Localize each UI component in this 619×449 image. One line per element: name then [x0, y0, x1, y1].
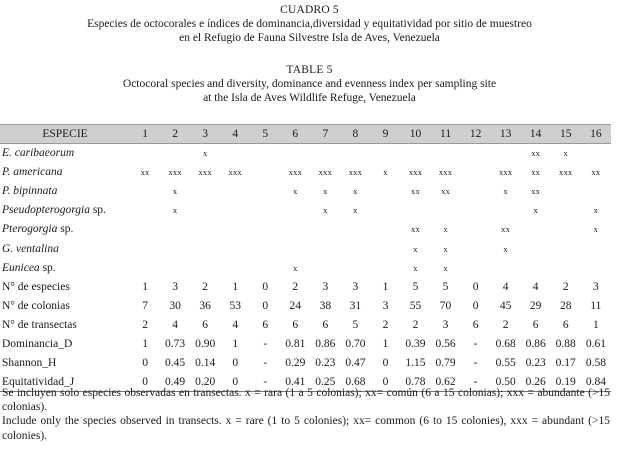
header-site-8: 8	[340, 125, 370, 144]
stat-cell: 7	[142, 299, 148, 312]
abundance-cell: xxx	[348, 167, 363, 178]
species-name-italic: Pterogorgia	[2, 223, 58, 236]
stat-cell: 0.84	[581, 373, 611, 392]
stat-cell: 0.45	[165, 357, 186, 370]
stat-cell: 1	[142, 337, 148, 350]
species-name-italic: Eunicea	[2, 261, 40, 274]
abundance-cell	[220, 201, 250, 220]
header-site-1: 1	[130, 125, 160, 144]
stat-cell: 1	[382, 280, 389, 293]
stat-cell: 0	[130, 373, 160, 392]
stat-cell: 6	[562, 318, 569, 331]
abundance-cell	[220, 182, 250, 201]
species-row	[0, 201, 611, 220]
stat-name: N° de especies	[2, 280, 70, 293]
stat-cell: 2	[292, 280, 299, 293]
abundance-cell	[250, 201, 280, 220]
stat-cell: 0.78	[400, 373, 430, 392]
abundance-cell: x	[593, 205, 599, 216]
abundance-cell	[461, 220, 491, 239]
stat-cell: 0.56	[435, 337, 456, 350]
species-name	[0, 144, 130, 163]
abundance-cell	[370, 239, 400, 258]
stat-cell: 4	[532, 280, 539, 293]
stat-cell: 0.70	[345, 337, 366, 350]
stat-name: N° de colonias	[2, 299, 70, 312]
note-spanish: Se incluyen solo especies observadas en transectas. x = rara (1 a 5 colonias); xx= común (6 a 15 colonias); xxx = abundante (>15 colonias).	[2, 387, 610, 414]
abundance-cell	[280, 144, 310, 163]
table-notes	[2, 386, 610, 443]
stat-name: Dominancia_D	[2, 337, 73, 350]
abundance-cell	[280, 239, 310, 258]
stat-name: Shannon_H	[2, 357, 57, 370]
abundance-cell: x	[413, 243, 418, 254]
species-name	[0, 163, 130, 182]
abundance-cell	[160, 144, 190, 163]
stat-cell: 0.26	[521, 373, 551, 392]
stat-cell: 3	[352, 280, 359, 293]
abundance-cell	[340, 258, 370, 277]
abundance-cell: xx	[140, 167, 150, 178]
abundance-cell: xxx	[559, 167, 573, 178]
abundance-cell: x	[323, 205, 328, 216]
abundance-cell: x	[353, 186, 358, 197]
stat-cell: 30	[169, 299, 181, 312]
abundance-cell	[370, 144, 400, 163]
stat-row	[0, 277, 611, 296]
abundance-cell: x	[293, 262, 298, 273]
species-row	[0, 239, 611, 258]
stat-cell: 2	[382, 318, 389, 331]
abundance-cell	[310, 144, 340, 163]
stat-cell: 0.17	[555, 357, 576, 370]
stat-cell: -	[473, 337, 478, 350]
header-site-12: 12	[461, 125, 491, 144]
stat-cell: 0	[370, 373, 400, 392]
stat-cell: 2	[202, 280, 209, 293]
stat-cell: 53	[229, 299, 241, 312]
abundance-cell: xx	[531, 148, 541, 159]
abundance-cell	[551, 239, 581, 258]
header-site-14: 14	[521, 125, 551, 144]
stat-cell: 0.14	[195, 357, 216, 370]
abundance-cell	[130, 239, 160, 258]
stat-cell: 0	[262, 299, 269, 312]
stat-cell: 0	[382, 357, 389, 370]
abundance-cell	[521, 239, 551, 258]
octocoral-table	[0, 124, 611, 392]
abundance-cell	[310, 220, 340, 239]
abundance-cell: xxx	[498, 167, 513, 178]
stat-cell: 55	[409, 299, 422, 312]
stat-cell: 3	[322, 280, 329, 293]
abundance-cell	[461, 182, 491, 201]
abundance-cell	[250, 182, 280, 201]
abundance-cell	[220, 258, 250, 277]
stat-cell: 5	[442, 280, 449, 293]
abundance-cell: x	[323, 186, 328, 197]
species-row	[0, 258, 611, 277]
stat-cell: 5	[412, 280, 419, 293]
stat-cell: 0.47	[345, 357, 366, 370]
stat-cell: 0.88	[555, 337, 576, 350]
abundance-cell	[160, 220, 190, 239]
stat-cell: 0.79	[435, 357, 456, 370]
stat-row	[0, 334, 611, 353]
stat-cell: 0.25	[310, 373, 340, 392]
stat-cell: 6	[292, 318, 299, 331]
species-name	[0, 182, 130, 201]
caption-english	[0, 63, 619, 105]
stat-cell: 0.29	[285, 357, 306, 370]
abundance-cell: xxx	[318, 167, 333, 178]
abundance-cell	[250, 163, 280, 182]
abundance-cell	[250, 220, 280, 239]
abundance-cell	[431, 144, 461, 163]
stat-cell: 0.86	[315, 337, 336, 350]
abundance-cell: x	[443, 224, 448, 235]
species-row	[0, 144, 611, 163]
abundance-cell: xx	[441, 186, 450, 197]
header-site-4: 4	[220, 125, 250, 144]
abundance-cell: xx	[411, 186, 420, 197]
stat-cell: 4	[172, 318, 178, 331]
stat-cell: 0	[232, 357, 239, 370]
stat-cell: 0	[142, 357, 148, 370]
stat-cell: 38	[319, 299, 332, 312]
abundance-cell	[370, 182, 400, 201]
species-name-suffix: sp.	[57, 223, 74, 236]
header-especie: ESPECIE	[0, 125, 130, 144]
abundance-cell	[340, 144, 370, 163]
stat-cell: 31	[349, 299, 362, 312]
stat-cell: 36	[199, 299, 211, 312]
stat-cell: 0	[472, 280, 479, 293]
stat-cell: 0.49	[160, 373, 190, 392]
stat-cell: 0.73	[165, 337, 186, 350]
abundance-cell: x	[443, 262, 448, 273]
species-name	[0, 239, 130, 258]
stat-cell: -	[250, 373, 280, 392]
caption-spanish-line-2: en el Refugio de Fauna Silvestre Isla de Aves, Venezuela	[179, 32, 440, 44]
stat-cell: 0.55	[495, 357, 516, 370]
abundance-cell	[581, 239, 611, 258]
stat-cell: 0.41	[280, 373, 310, 392]
abundance-cell	[130, 182, 160, 201]
stat-cell: -	[461, 373, 491, 392]
stat-cell: 1	[232, 337, 239, 350]
abundance-cell	[220, 239, 250, 258]
species-row	[0, 182, 611, 201]
stat-cell: 2	[412, 318, 419, 331]
stat-cell: 0.39	[405, 337, 426, 350]
abundance-cell	[190, 182, 220, 201]
abundance-cell	[280, 201, 310, 220]
abundance-cell	[370, 220, 400, 239]
caption-english-line-1: Octocoral species and diversity, dominance and evenness index per sampling site	[122, 78, 497, 90]
abundance-cell	[461, 201, 491, 220]
species-name	[0, 201, 130, 220]
stat-cell: 6	[322, 318, 329, 331]
abundance-cell: x	[202, 148, 208, 159]
abundance-cell	[160, 239, 190, 258]
species-name-suffix: sp.	[39, 261, 56, 274]
abundance-cell: x	[533, 205, 538, 216]
stat-cell: 6	[532, 318, 539, 331]
abundance-cell: xx	[501, 224, 511, 235]
abundance-cell	[340, 239, 370, 258]
stat-cell: 0.50	[491, 373, 521, 392]
caption-spanish-line-1: Especies de octocorales e índices de dominancia,diversidad y equitatividad por sitio de muestreo	[87, 18, 532, 30]
species-name-suffix: sp.	[89, 204, 106, 217]
abundance-cell	[190, 239, 220, 258]
abundance-cell	[250, 258, 280, 277]
header-site-15: 15	[551, 125, 581, 144]
stat-cell: 3	[593, 280, 599, 293]
stat-cell: 3	[382, 299, 389, 312]
abundance-cell	[160, 258, 190, 277]
stat-cell: 0.68	[495, 337, 516, 350]
abundance-cell	[461, 239, 491, 258]
stat-name: N° de transectas	[2, 318, 77, 331]
abundance-cell	[491, 258, 521, 277]
stat-cell: 3	[442, 318, 449, 331]
abundance-cell: xxx	[228, 167, 242, 178]
species-name	[0, 220, 130, 239]
stat-cell: 0.86	[525, 337, 546, 350]
header-site-5: 5	[250, 125, 280, 144]
stat-cell: 0.19	[551, 373, 581, 392]
header-site-9: 9	[370, 125, 400, 144]
species-name-italic: G. ventalina	[2, 242, 59, 255]
stat-cell: 2	[502, 318, 509, 331]
stat-cell: 3	[172, 280, 178, 293]
stat-cell: 1	[232, 280, 239, 293]
stat-cell: 0.20	[190, 373, 220, 392]
species-name	[0, 258, 130, 277]
abundance-cell	[190, 201, 220, 220]
stat-cell: 29	[529, 299, 542, 312]
abundance-cell	[581, 144, 611, 163]
abundance-cell	[581, 258, 611, 277]
abundance-cell: x	[443, 243, 448, 254]
header-site-13: 13	[491, 125, 521, 144]
stat-cell: 0.61	[585, 337, 606, 350]
abundance-cell	[280, 220, 310, 239]
abundance-cell: x	[413, 262, 418, 273]
stat-cell: 0.62	[431, 373, 461, 392]
stat-cell: 0	[262, 280, 269, 293]
abundance-cell	[250, 239, 280, 258]
species-name-italic: P. americana	[2, 166, 63, 179]
abundance-cell: xxx	[198, 167, 212, 178]
caption-english-line-2: at the Isla de Aves Wildlife Refuge, Venezuela	[203, 92, 416, 104]
abundance-cell	[220, 144, 250, 163]
abundance-cell: xxx	[408, 167, 423, 178]
abundance-cell: xxx	[168, 167, 182, 178]
abundance-cell: x	[172, 186, 178, 197]
abundance-cell	[461, 258, 491, 277]
caption-english-title: TABLE 5	[286, 64, 333, 76]
stat-cell: 0.90	[195, 337, 216, 350]
abundance-cell	[461, 163, 491, 182]
abundance-cell	[551, 258, 581, 277]
stat-cell: 28	[559, 299, 572, 312]
header-site-3: 3	[190, 125, 220, 144]
caption-spanish	[0, 3, 619, 45]
abundance-cell	[581, 182, 611, 201]
header-site-7: 7	[310, 125, 340, 144]
stat-cell: 1	[382, 337, 389, 350]
header-site-2: 2	[160, 125, 190, 144]
stat-cell: 0	[220, 373, 250, 392]
abundance-cell: x	[172, 205, 178, 216]
abundance-cell: x	[503, 186, 508, 197]
abundance-cell	[190, 258, 220, 277]
abundance-cell: xxx	[288, 167, 302, 178]
species-row	[0, 163, 611, 182]
caption-spanish-title: CUADRO 5	[280, 4, 339, 16]
abundance-cell	[551, 220, 581, 239]
stat-cell: -	[473, 357, 478, 370]
abundance-cell	[310, 258, 340, 277]
stat-row	[0, 296, 611, 315]
abundance-cell: x	[293, 186, 298, 197]
stat-cell: 0.23	[315, 357, 336, 370]
header-site-16: 16	[581, 125, 611, 144]
header-site-11: 11	[431, 125, 461, 144]
abundance-cell	[130, 144, 160, 163]
stat-cell: 5	[352, 318, 359, 331]
abundance-cell: x	[503, 243, 508, 254]
stat-cell: 6	[472, 318, 479, 331]
abundance-cell	[130, 201, 160, 220]
stat-cell: -	[263, 337, 268, 350]
abundance-cell	[130, 258, 160, 277]
abundance-cell: x	[353, 205, 358, 216]
abundance-cell	[400, 144, 430, 163]
stat-cell: 0.81	[285, 337, 306, 350]
abundance-cell	[491, 201, 521, 220]
abundance-cell: xx	[531, 167, 541, 178]
stat-cell: 1	[593, 318, 599, 331]
stat-cell: -	[263, 357, 268, 370]
abundance-cell: xx	[591, 167, 601, 178]
stat-cell: 6	[262, 318, 269, 331]
stat-cell: 6	[202, 318, 209, 331]
abundance-cell	[190, 220, 220, 239]
stat-name: Equitatividad_J	[0, 373, 130, 392]
stat-cell: 1	[142, 280, 148, 293]
abundance-cell: xx	[531, 186, 541, 197]
abundance-cell	[400, 201, 430, 220]
stat-cell: 4	[502, 280, 509, 293]
abundance-cell	[340, 220, 370, 239]
abundance-cell	[521, 258, 551, 277]
header-site-6: 6	[280, 125, 310, 144]
abundance-cell: x	[593, 224, 599, 235]
stat-row	[0, 354, 611, 373]
stat-cell: 2	[142, 318, 148, 331]
abundance-cell	[220, 220, 250, 239]
stat-cell: 0.68	[340, 373, 370, 392]
stat-cell: 0.23	[525, 357, 546, 370]
abundance-cell	[461, 144, 491, 163]
abundance-cell: xx	[411, 224, 420, 235]
stat-cell: 24	[289, 299, 302, 312]
stat-cell: 0	[472, 299, 479, 312]
stat-cell: 45	[499, 299, 512, 312]
note-english: Include only the species observed in transects. x = rare (1 to 5 colonies); xx= common (6 to 15 colonies), xxx = abundant (>15 colonies).	[2, 415, 610, 442]
abundance-cell	[551, 201, 581, 220]
abundance-cell	[431, 201, 461, 220]
abundance-cell	[551, 182, 581, 201]
abundance-cell: x	[383, 167, 388, 178]
stat-cell: 4	[232, 318, 239, 331]
abundance-cell	[370, 258, 400, 277]
abundance-cell	[521, 220, 551, 239]
stat-cell: 11	[590, 299, 602, 312]
stat-cell: 70	[439, 299, 452, 312]
species-name-italic: E. caribaeorum	[2, 147, 75, 160]
abundance-cell	[370, 201, 400, 220]
abundance-cell	[491, 144, 521, 163]
abundance-cell	[250, 144, 280, 163]
species-name-italic: Pseudopterogorgia	[2, 204, 90, 217]
header-site-10: 10	[400, 125, 430, 144]
stat-cell: 2	[562, 280, 569, 293]
stat-cell: 0.58	[585, 357, 606, 370]
abundance-cell	[130, 220, 160, 239]
species-row	[0, 220, 611, 239]
stat-cell: 1.15	[405, 357, 426, 370]
abundance-cell: xxx	[438, 167, 453, 178]
abundance-cell: x	[563, 148, 568, 159]
table-body	[0, 144, 611, 392]
stat-row	[0, 315, 611, 334]
abundance-cell	[310, 239, 340, 258]
table-header-row	[0, 125, 611, 144]
species-name-italic: P. bipinnata	[2, 185, 58, 198]
